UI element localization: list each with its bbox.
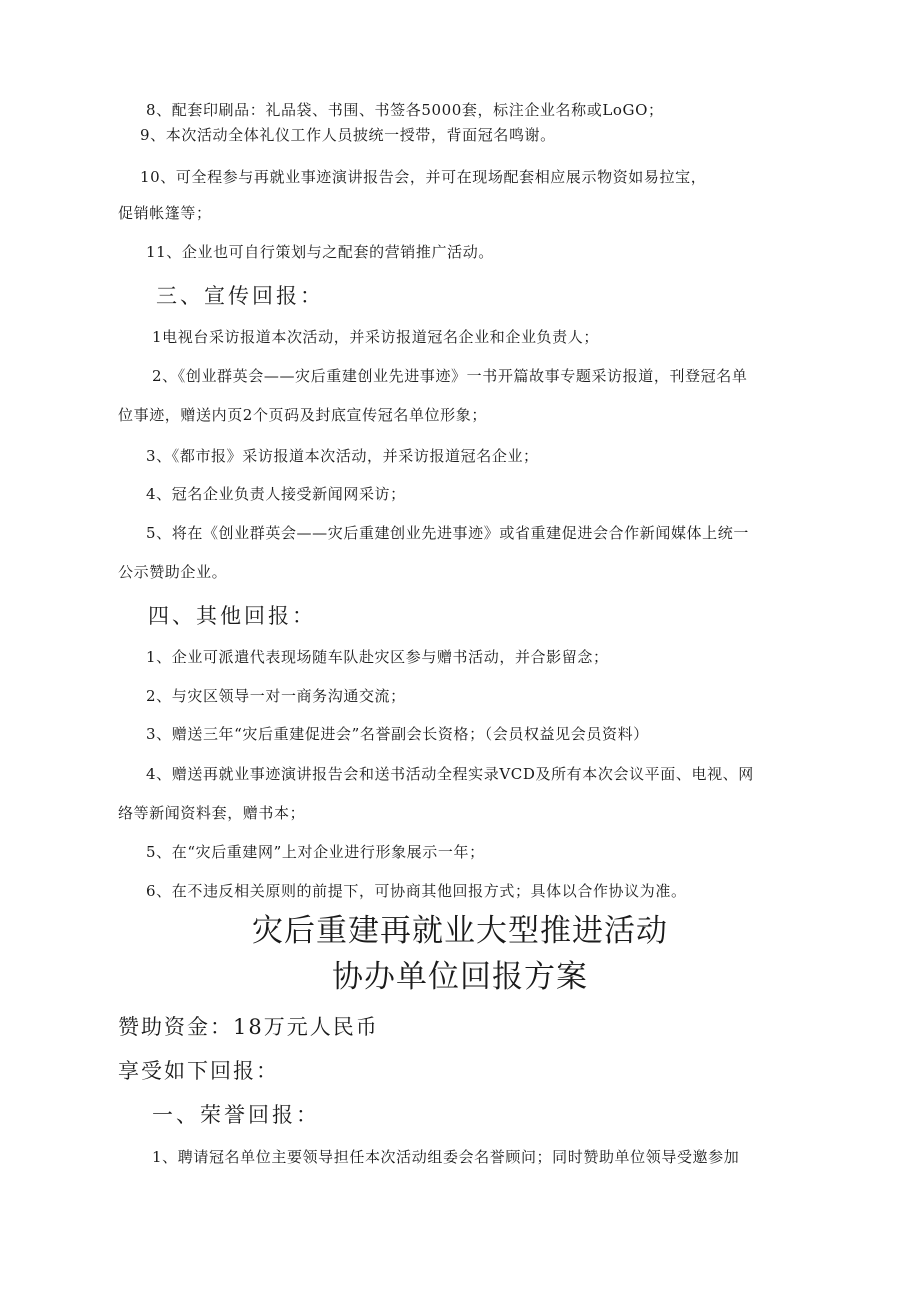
item-9: 9、本次活动全体礼仪工作人员披统一授带，背面冠名鸣谢。 <box>140 126 556 144</box>
plan-title-line2: 协办单位回报方案 <box>332 959 588 995</box>
plan-title-line1: 灾后重建再就业大型推进活动 <box>252 913 668 949</box>
publicity-item-5-line2: 公示赞助企业。 <box>118 563 228 581</box>
publicity-item-3: 3、《都市报》采访报道本次活动，并采访报道冠名企业； <box>146 447 539 465</box>
other-item-1: 1、企业可派遣代表现场随车队赴灾区参与赠书活动，并合影留念； <box>146 648 609 666</box>
publicity-item-2-line2: 位事迹，赠送内页2个页码及封底宣传冠名单位形象； <box>118 406 487 424</box>
item-8: 8、配套印刷品：礼品袋、书围、书签各5000套，标注企业名称或LoGO； <box>146 101 664 119</box>
honor-item-1: 1、聘请冠名单位主要领导担任本次活动组委会名誉顾问；同时赞助单位领导受邀参加 <box>152 1148 740 1166</box>
heading-honor: 一、荣誉回报： <box>152 1103 320 1127</box>
heading-other: 四、其他回报： <box>148 604 316 628</box>
heading-publicity: 三、宣传回报： <box>156 284 324 308</box>
other-item-2: 2、与灾区领导一对一商务沟通交流； <box>146 687 406 705</box>
publicity-item-2-line1: 2、《创业群英会——灾后重建创业先进事迹》一书开篇故事专题采访报道，刊登冠名单 <box>152 367 748 385</box>
funding-amount: 赞助资金：18万元人民币 <box>118 1015 379 1039</box>
item-11: 11、企业也可自行策划与之配套的营销推广活动。 <box>146 243 494 261</box>
publicity-item-4: 4、冠名企业负责人接受新闻网采访； <box>146 485 406 503</box>
other-item-6: 6、在不违反相关原则的前提下，可协商其他回报方式；具体以合作协议为准。 <box>146 882 687 900</box>
other-item-4-line1: 4、赠送再就业事迹演讲报告会和送书活动全程实录VCD及所有本次会议平面、电视、网 <box>146 765 754 783</box>
other-item-5: 5、在“灾后重建网”上对企业进行形象展示一年； <box>146 843 485 861</box>
enjoy-returns: 享受如下回报： <box>118 1059 279 1083</box>
item-10-line1: 10、可全程参与再就业事迹演讲报告会，并可在现场配套相应展示物资如易拉宝， <box>140 168 707 186</box>
item-10-line2: 促销帐篷等； <box>118 204 212 222</box>
publicity-item-1: 1电视台采访报道本次活动，并采访报道冠名企业和企业负责人； <box>152 328 599 346</box>
publicity-item-5-line1: 5、将在《创业群英会——灾后重建创业先进事迹》或省重建促进会合作新闻媒体上统一 <box>146 524 749 542</box>
other-item-3: 3、赠送三年“灾后重建促进会”名誉副会长资格；（会员权益见会员资料） <box>146 725 649 743</box>
other-item-4-line2: 络等新闻资料套，赠书本； <box>118 804 306 822</box>
